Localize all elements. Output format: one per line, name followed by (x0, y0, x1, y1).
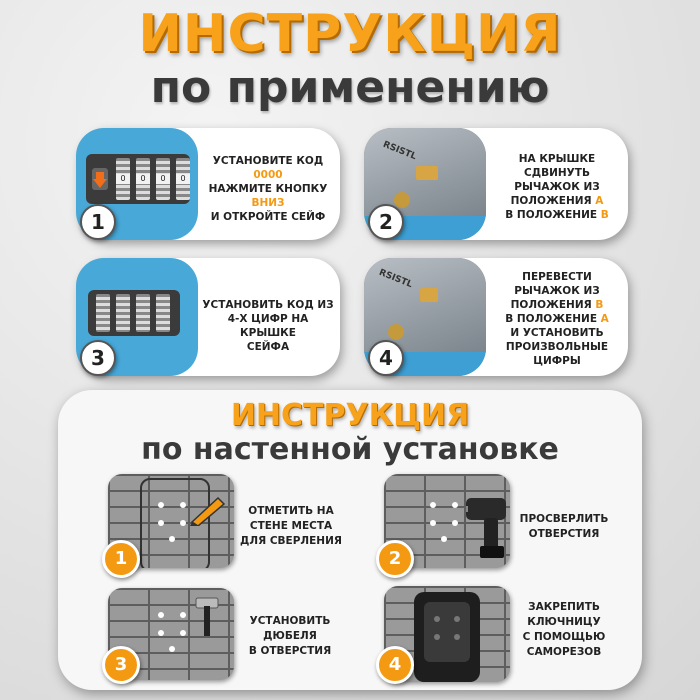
position-b: B (600, 209, 609, 221)
text-line: В ПОЛОЖЕНИЕ (505, 209, 598, 221)
page-title: ИНСТРУКЦИЯ (138, 4, 562, 64)
page-subtitle: по применению (150, 62, 550, 113)
text-line: И УСТАНОВИТЬ (510, 327, 604, 339)
dial-digit: 0 (136, 174, 150, 184)
wall-step-1-text (238, 504, 344, 549)
direction-value: ВНИЗ (251, 197, 285, 209)
wall-step-4-text (514, 600, 614, 660)
text-line: СЕЙФА (246, 341, 290, 353)
step-number-badge: 3 (80, 340, 116, 376)
hammer-icon (186, 594, 226, 638)
code-value: 0000 (253, 169, 283, 181)
text-line: УСТАНОВИТЬ КОД ИЗ (202, 299, 334, 311)
text-line: В ПОЛОЖЕНИЕ (505, 313, 597, 325)
text-line: ПОЛОЖЕНИЯ (510, 299, 592, 311)
text-line: ПРОСВЕРЛИТЬ (519, 513, 609, 525)
text-line: ДЮБЕЛЯ (263, 630, 317, 642)
text-line: В ОТВЕРСТИЯ (248, 645, 332, 657)
step-1-text (200, 154, 336, 224)
dial-digit: 0 (176, 174, 190, 184)
wall-section-title: ИНСТРУКЦИЯ (230, 398, 470, 433)
text-line: ПОЛОЖЕНИЯ (510, 195, 592, 207)
step-3-text (200, 298, 336, 354)
step-card-4 (366, 258, 628, 376)
release-button (92, 168, 108, 190)
wall-section-subtitle: по настенной установке (141, 432, 559, 467)
text-line: ЦИФРЫ (533, 355, 581, 367)
step-card-3 (78, 258, 340, 376)
step-number-badge: 1 (80, 204, 116, 240)
arrow-down-icon (92, 168, 108, 190)
text-line: ЗАКРЕПИТЬ (528, 601, 600, 613)
wall-step-3-text (240, 614, 340, 659)
text-line: 4-Х ЦИФР НА КРЫШКЕ (227, 313, 309, 339)
text-line: ПЕРЕВЕСТИ РЫЧАЖОК ИЗ (514, 271, 600, 297)
step-card-1 (78, 128, 340, 240)
wall-step-badge: 3 (102, 646, 140, 684)
dial-digit: 0 (156, 174, 170, 184)
text-line: ОТВЕРСТИЯ (528, 528, 600, 540)
text-line: ПРОИЗВОЛЬНЫЕ (505, 341, 609, 353)
wall-step-badge: 2 (376, 540, 414, 578)
text-line: САМОРЕЗОВ (526, 646, 602, 658)
wall-step-2-text (514, 512, 614, 542)
step-4-text (488, 270, 626, 368)
text-line: С ПОМОЩЬЮ (522, 631, 606, 643)
step-card-2 (366, 128, 628, 240)
dial-digit: 0 (116, 174, 130, 184)
step-number-badge: 2 (368, 204, 404, 240)
text-line: ДЛЯ СВЕРЛЕНИЯ (240, 535, 342, 547)
text-line: УСТАНОВИТЬ (249, 615, 331, 627)
step-2-text (490, 152, 624, 222)
position-a: A (600, 313, 609, 325)
pencil-icon (188, 492, 228, 526)
text-line: КЛЮЧНИЦУ (527, 616, 601, 628)
key-box (414, 592, 480, 682)
text-line: РЫЧАЖОК ИЗ (514, 181, 600, 193)
text-line: ОТМЕТИТЬ НА (248, 505, 334, 517)
text-line: УСТАНОВИТЕ КОД (212, 155, 324, 167)
text-line: НАЖМИТЕ КНОПКУ (208, 183, 328, 195)
text-line: НА КРЫШКЕ СДВИНУТЬ (518, 153, 596, 179)
position-a: A (595, 195, 604, 207)
wall-step-badge: 4 (376, 646, 414, 684)
drill-icon (466, 488, 508, 558)
text-line: СТЕНЕ МЕСТА (249, 520, 333, 532)
lid-label: RSISTL (381, 139, 418, 163)
step-number-badge: 4 (368, 340, 404, 376)
lid-label: RSISTL (377, 267, 414, 291)
text-line: И ОТКРОЙТЕ СЕЙФ (210, 211, 326, 223)
wall-step-badge: 1 (102, 540, 140, 578)
position-b: B (595, 299, 604, 311)
